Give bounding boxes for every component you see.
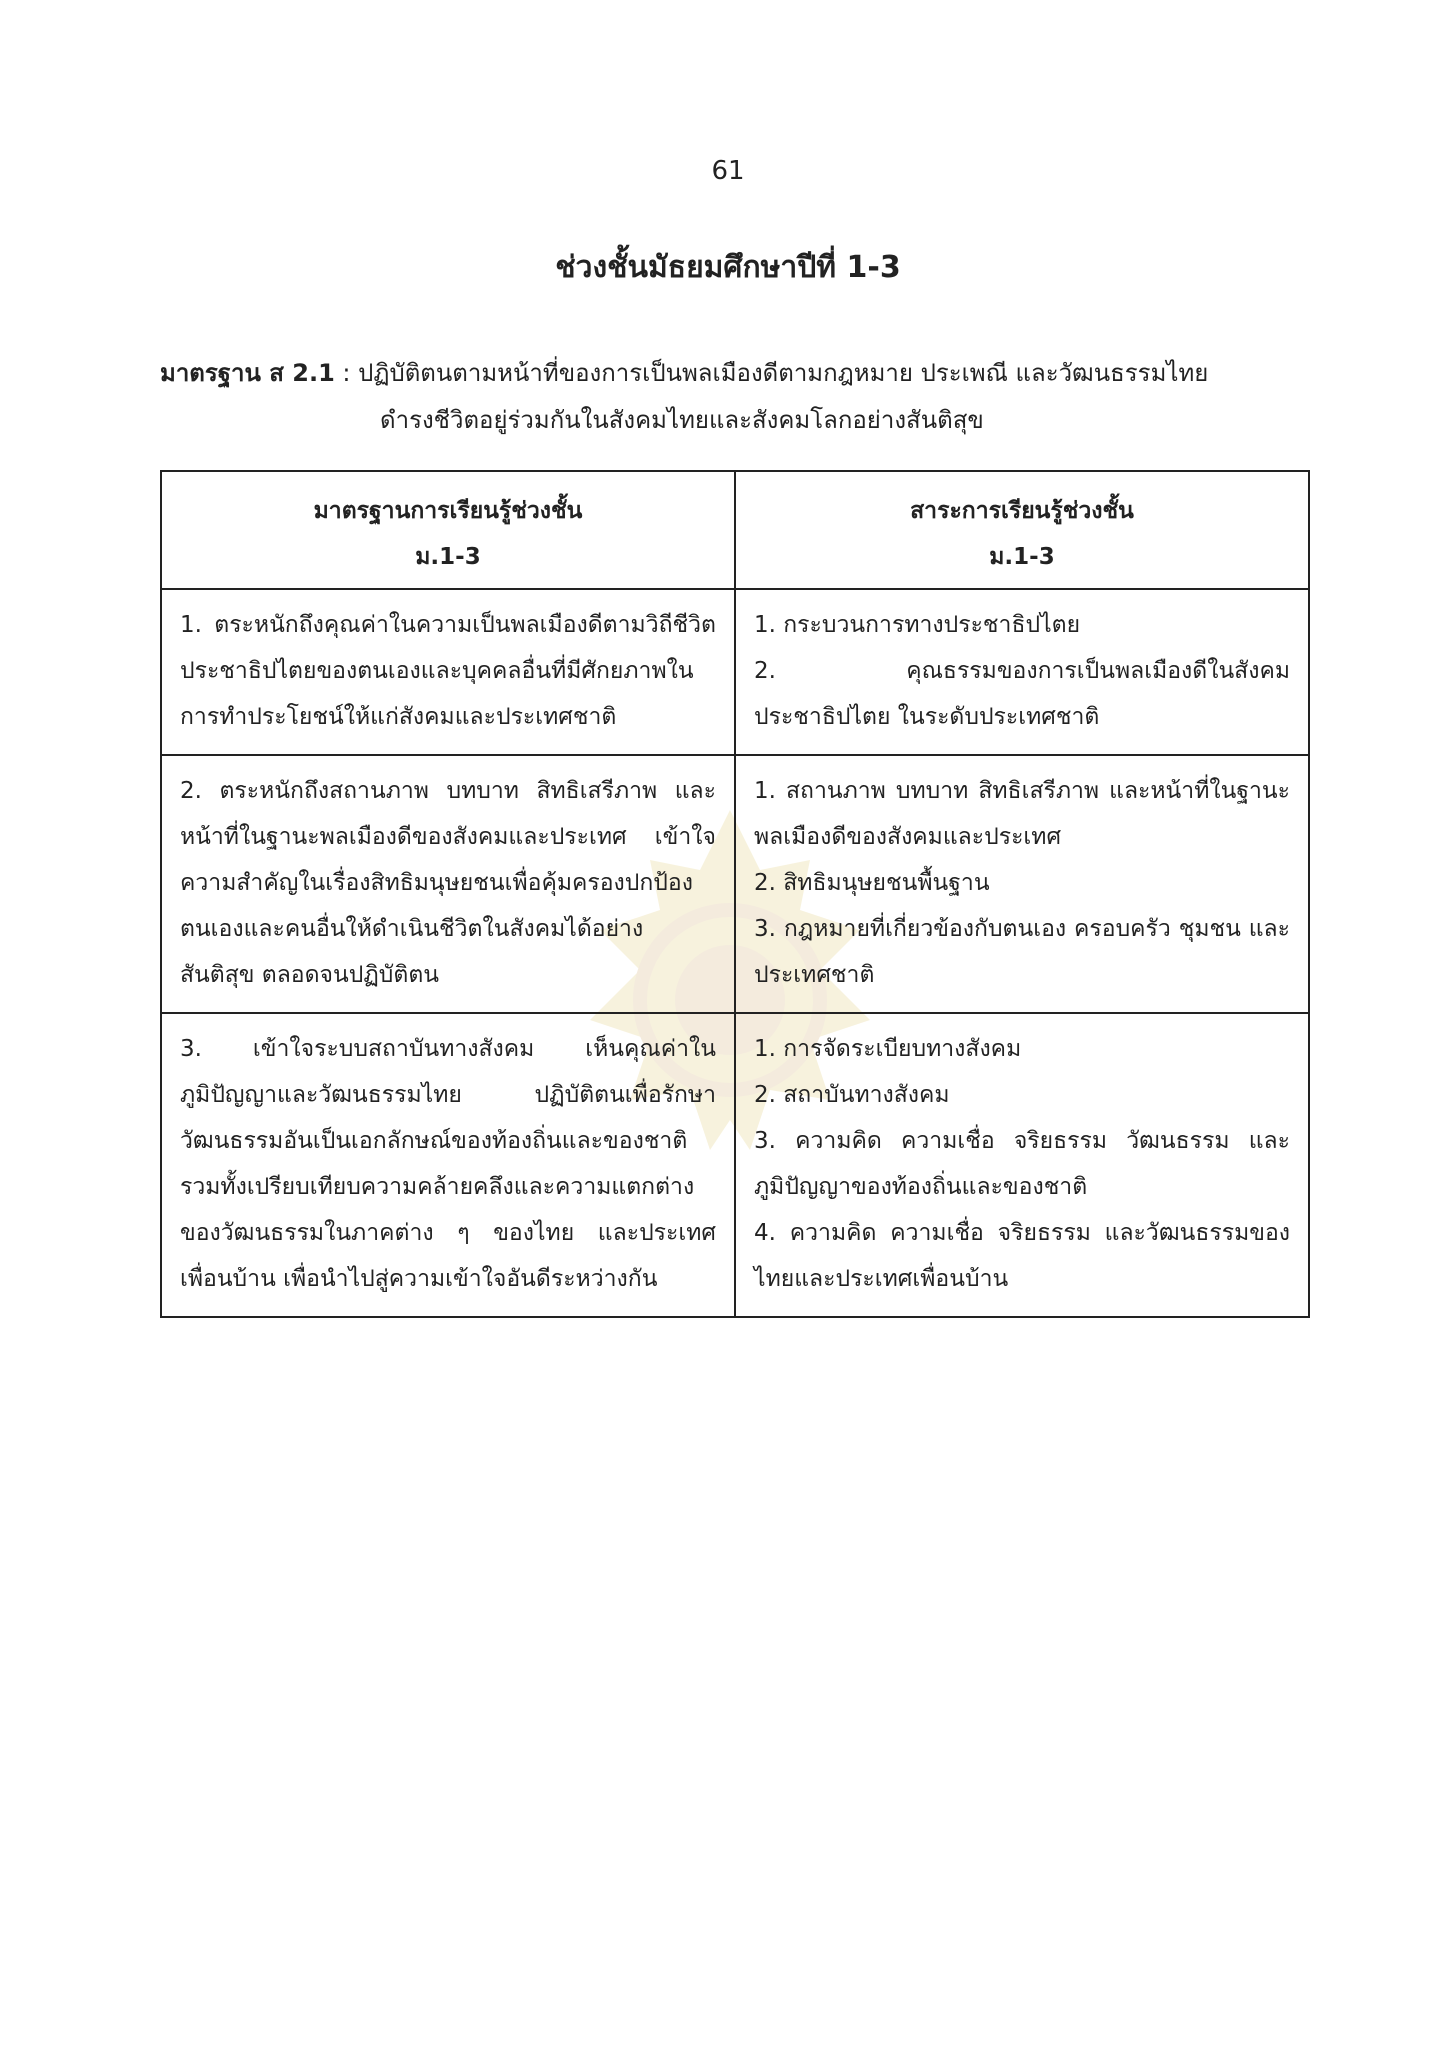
content-item: 3. ความคิด ความเชื่อ จริยธรรม วัฒนธรรม และภูมิปัญญาของท้องถิ่นและของชาติ: [754, 1128, 1290, 1200]
header-learning-content-line1: สาระการเรียนรู้ช่วงชั้น: [910, 498, 1134, 524]
header-learning-standards-line2: ม.1-3: [415, 544, 481, 570]
content-item: 2. คุณธรรมของการเป็นพลเมืองดีในสังคมประชาธิปไตย ในระดับประเทศชาติ: [754, 658, 1290, 730]
standard-text: 1. ตระหนักถึงคุณค่าในความเป็นพลเมืองดีตามวิถีชีวิตประชาธิปไตยของตนเองและบุคคลอื่นที่มีศักยภาพในการทำประโยชน์ให้แก่สังคมและประเทศชาติ: [180, 612, 716, 730]
content-cell: [735, 589, 1309, 755]
table-row: [161, 755, 1309, 1013]
header-learning-content: [735, 471, 1309, 589]
standard-separator: :: [334, 359, 359, 387]
standard-label: มาตรฐาน ส 2.1: [160, 359, 335, 387]
standard-line1: ปฏิบัติตนตามหน้าที่ของการเป็นพลเมืองดีตามกฎหมาย ประเพณี และวัฒนธรรมไทย: [358, 359, 1209, 387]
content-item: 3. กฎหมายที่เกี่ยวข้องกับตนเอง ครอบครัว ชุมชน และประเทศชาติ: [754, 916, 1290, 988]
content-item: 2. สถาบันทางสังคม: [754, 1082, 950, 1108]
standard-statement: [160, 350, 1310, 444]
standard-text: 3. เข้าใจระบบสถาบันทางสังคม เห็นคุณค่าในภูมิปัญญาและวัฒนธรรมไทย ปฏิบัติตนเพื่อรักษาวัฒนธรรมอันเป็นเอกลักษณ์ของท้องถิ่นและของชาติ รวมทั้งเปรียบเทียบความคล้ายคลึงและความแตกต่างของวัฒนธรรมในภาคต่าง ๆ ของไทย และประเทศเพื่อนบ้าน เพื่อนำไปสู่ความเข้าใจอันดีระหว่างกัน: [180, 1036, 716, 1292]
standard-line2: ดำรงชีวิตอยู่ร่วมกันในสังคมไทยและสังคมโลกอย่างสันติสุข: [380, 406, 984, 434]
content-item: 1. สถานภาพ บทบาท สิทธิเสรีภาพ และหน้าที่ในฐานะพลเมืองดีของสังคมและประเทศ: [754, 778, 1290, 850]
standard-cell: [161, 755, 735, 1013]
content-item: 1. กระบวนการทางประชาธิปไตย: [754, 612, 1081, 638]
header-learning-content-line2: ม.1-3: [989, 544, 1055, 570]
header-learning-standards-line1: มาตรฐานการเรียนรู้ช่วงชั้น: [313, 498, 583, 524]
content-item: 1. การจัดระเบียบทางสังคม: [754, 1036, 1022, 1062]
content-cell: [735, 755, 1309, 1013]
curriculum-table: [160, 470, 1310, 1318]
content-cell: [735, 1013, 1309, 1317]
table-row: [161, 1013, 1309, 1317]
content-item: 2. สิทธิมนุษยชนพื้นฐาน: [754, 870, 990, 896]
standard-cell: [161, 1013, 735, 1317]
page-title: ช่วงชั้นมัธยมศึกษาปีที่ 1-3: [555, 250, 901, 285]
table-row: [161, 589, 1309, 755]
page-number: 61: [711, 156, 745, 186]
content-item: 4. ความคิด ความเชื่อ จริยธรรม และวัฒนธรรมของไทยและประเทศเพื่อนบ้าน: [754, 1220, 1290, 1292]
header-learning-standards: [161, 471, 735, 589]
standard-cell: [161, 589, 735, 755]
standard-text: 2. ตระหนักถึงสถานภาพ บทบาท สิทธิเสรีภาพ และหน้าที่ในฐานะพลเมืองดีของสังคมและประเทศ เข้าใจความสำคัญในเรื่องสิทธิมนุษยชนเพื่อคุ้มครองปกป้องตนเองและคนอื่นให้ดำเนินชีวิตในสังคมได้อย่างสันติสุข ตลอดจนปฏิบัติตน: [180, 778, 716, 988]
